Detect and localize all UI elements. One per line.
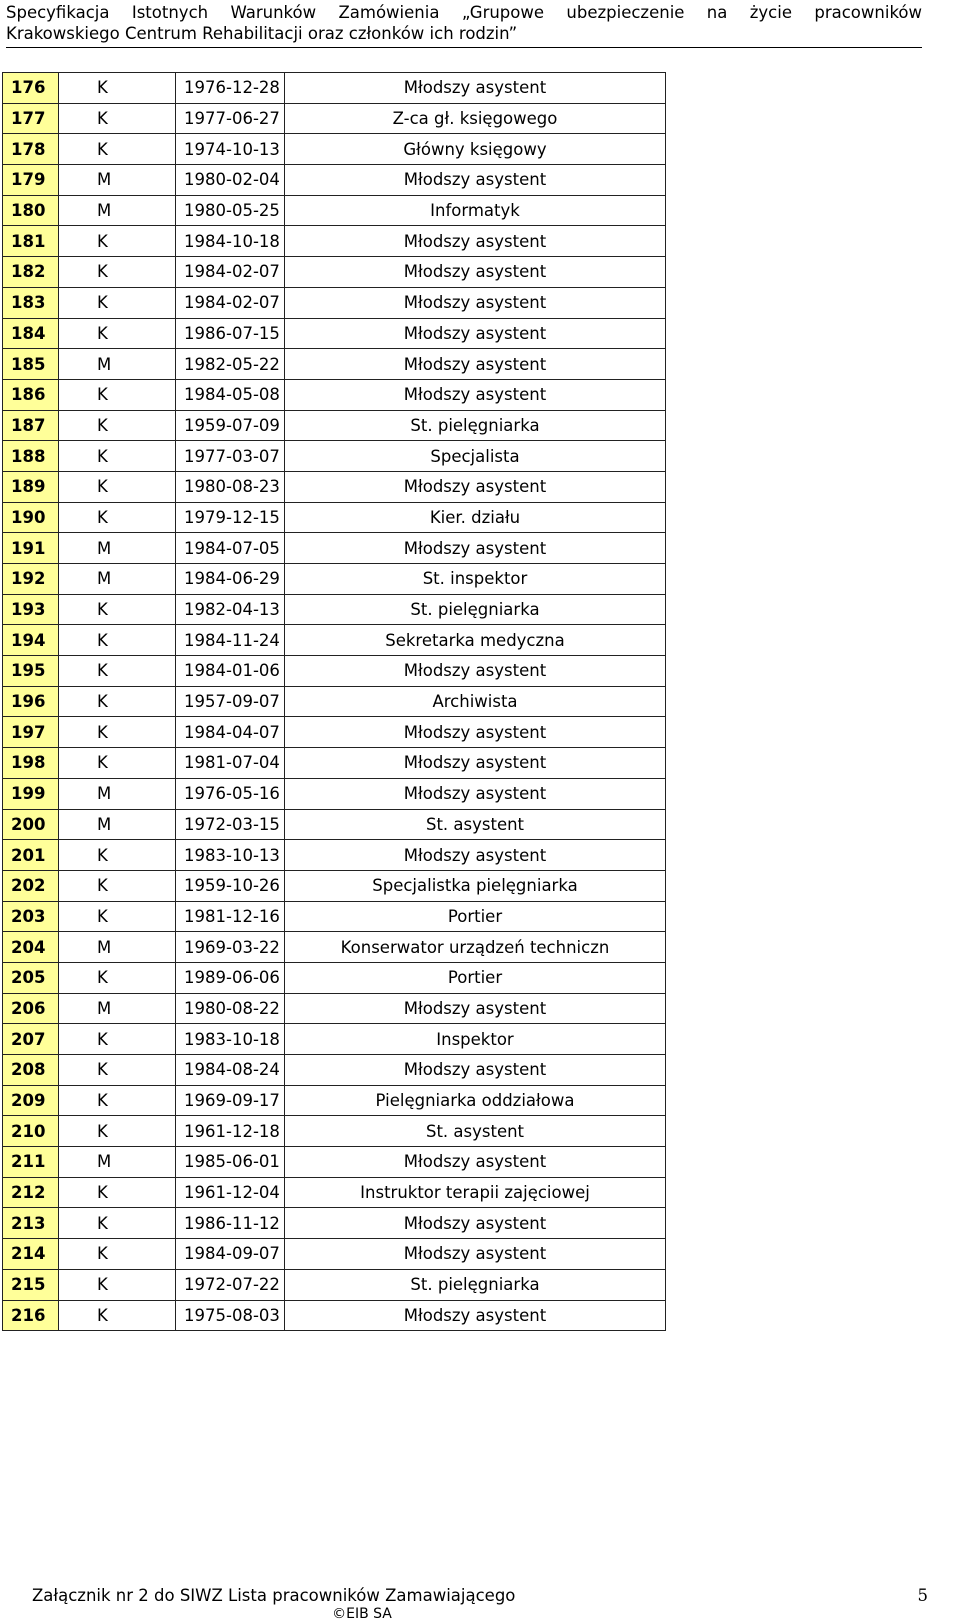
table-row	[3, 932, 666, 963]
row-sex: K	[59, 502, 176, 533]
row-sex: K	[59, 1024, 176, 1055]
row-number: 180	[3, 195, 59, 226]
row-number: 189	[3, 471, 59, 502]
row-sex: M	[59, 932, 176, 963]
row-birth-date: 1983-10-18	[176, 1024, 285, 1055]
row-number: 195	[3, 656, 59, 687]
row-sex: K	[59, 471, 176, 502]
row-birth-date: 1986-07-15	[176, 318, 285, 349]
row-position: Młodszy asystent	[285, 165, 666, 196]
row-number: 181	[3, 226, 59, 257]
row-birth-date: 1957-09-07	[176, 686, 285, 717]
row-position: Instruktor terapii zajęciowej	[285, 1177, 666, 1208]
table-row	[3, 625, 666, 656]
row-number: 198	[3, 748, 59, 779]
employee-table-body	[3, 73, 666, 1331]
row-number: 201	[3, 840, 59, 871]
row-birth-date: 1986-11-12	[176, 1208, 285, 1239]
row-birth-date: 1959-07-09	[176, 410, 285, 441]
table-row	[3, 502, 666, 533]
table-row	[3, 379, 666, 410]
row-sex: K	[59, 73, 176, 104]
row-number: 193	[3, 594, 59, 625]
row-number: 190	[3, 502, 59, 533]
row-birth-date: 1972-03-15	[176, 809, 285, 840]
table-row	[3, 993, 666, 1024]
row-position: Archiwista	[285, 686, 666, 717]
row-sex: K	[59, 962, 176, 993]
row-number: 185	[3, 349, 59, 380]
row-birth-date: 1977-03-07	[176, 441, 285, 472]
row-birth-date: 1983-10-13	[176, 840, 285, 871]
row-position: Młodszy asystent	[285, 73, 666, 104]
row-sex: M	[59, 195, 176, 226]
row-position: Główny księgowy	[285, 134, 666, 165]
row-number: 203	[3, 901, 59, 932]
row-position: Portier	[285, 901, 666, 932]
row-sex: K	[59, 379, 176, 410]
row-sex: K	[59, 901, 176, 932]
table-row	[3, 1024, 666, 1055]
employee-table	[2, 72, 666, 1331]
row-number: 215	[3, 1269, 59, 1300]
row-sex: K	[59, 1055, 176, 1086]
table-row	[3, 870, 666, 901]
table-row	[3, 195, 666, 226]
footer-text: Załącznik nr 2 do SIWZ Lista pracowników Zamawiającego	[32, 1586, 516, 1605]
row-birth-date: 1959-10-26	[176, 870, 285, 901]
row-position: Młodszy asystent	[285, 226, 666, 257]
row-sex: M	[59, 165, 176, 196]
table-row	[3, 471, 666, 502]
table-row	[3, 441, 666, 472]
row-birth-date: 1984-02-07	[176, 287, 285, 318]
row-birth-date: 1985-06-01	[176, 1147, 285, 1178]
row-birth-date: 1982-04-13	[176, 594, 285, 625]
row-number: 192	[3, 564, 59, 595]
footer-copyright: ©EIB SA	[332, 1606, 392, 1622]
row-number: 197	[3, 717, 59, 748]
table-row	[3, 840, 666, 871]
row-position: St. pielęgniarka	[285, 594, 666, 625]
row-sex: M	[59, 533, 176, 564]
row-number: 213	[3, 1208, 59, 1239]
row-birth-date: 1984-06-29	[176, 564, 285, 595]
row-position: Młodszy asystent	[285, 257, 666, 288]
row-position: St. inspektor	[285, 564, 666, 595]
row-number: 177	[3, 103, 59, 134]
table-row	[3, 1177, 666, 1208]
row-number: 214	[3, 1239, 59, 1270]
row-birth-date: 1969-03-22	[176, 932, 285, 963]
row-birth-date: 1984-09-07	[176, 1239, 285, 1270]
row-birth-date: 1984-01-06	[176, 656, 285, 687]
table-row	[3, 287, 666, 318]
row-sex: M	[59, 564, 176, 595]
row-sex: M	[59, 349, 176, 380]
row-position: Młodszy asystent	[285, 349, 666, 380]
table-row	[3, 1208, 666, 1239]
row-number: 191	[3, 533, 59, 564]
row-number: 194	[3, 625, 59, 656]
row-number: 202	[3, 870, 59, 901]
row-position: Młodszy asystent	[285, 287, 666, 318]
row-number: 184	[3, 318, 59, 349]
row-position: Młodszy asystent	[285, 717, 666, 748]
row-birth-date: 1975-08-03	[176, 1300, 285, 1331]
row-sex: K	[59, 318, 176, 349]
page-footer	[32, 1586, 928, 1622]
row-sex: K	[59, 1239, 176, 1270]
row-birth-date: 1984-07-05	[176, 533, 285, 564]
table-row	[3, 594, 666, 625]
row-number: 209	[3, 1085, 59, 1116]
row-position: Młodszy asystent	[285, 778, 666, 809]
row-number: 182	[3, 257, 59, 288]
row-sex: K	[59, 1208, 176, 1239]
table-row	[3, 1147, 666, 1178]
row-position: Z-ca gł. księgowego	[285, 103, 666, 134]
row-birth-date: 1961-12-18	[176, 1116, 285, 1147]
row-number: 186	[3, 379, 59, 410]
row-birth-date: 1980-02-04	[176, 165, 285, 196]
row-position: Młodszy asystent	[285, 471, 666, 502]
row-position: Konserwator urządzeń techniczn	[285, 932, 666, 963]
table-row	[3, 686, 666, 717]
table-row	[3, 257, 666, 288]
row-sex: K	[59, 717, 176, 748]
row-number: 187	[3, 410, 59, 441]
table-row	[3, 226, 666, 257]
row-sex: K	[59, 840, 176, 871]
row-position: Portier	[285, 962, 666, 993]
row-sex: K	[59, 686, 176, 717]
row-sex: K	[59, 287, 176, 318]
row-sex: K	[59, 441, 176, 472]
row-birth-date: 1972-07-22	[176, 1269, 285, 1300]
row-number: 206	[3, 993, 59, 1024]
row-position: Młodszy asystent	[285, 748, 666, 779]
table-row	[3, 717, 666, 748]
table-row	[3, 103, 666, 134]
row-number: 179	[3, 165, 59, 196]
row-sex: M	[59, 1147, 176, 1178]
table-row	[3, 1300, 666, 1331]
row-sex: M	[59, 778, 176, 809]
row-position: Sekretarka medyczna	[285, 625, 666, 656]
row-number: 178	[3, 134, 59, 165]
row-number: 204	[3, 932, 59, 963]
row-birth-date: 1982-05-22	[176, 349, 285, 380]
row-sex: M	[59, 809, 176, 840]
row-number: 211	[3, 1147, 59, 1178]
table-row	[3, 962, 666, 993]
row-birth-date: 1984-04-07	[176, 717, 285, 748]
row-position: Młodszy asystent	[285, 1055, 666, 1086]
table-row	[3, 656, 666, 687]
row-position: Młodszy asystent	[285, 1239, 666, 1270]
row-position: Pielęgniarka oddziałowa	[285, 1085, 666, 1116]
page-header	[6, 2, 922, 48]
row-birth-date: 1981-07-04	[176, 748, 285, 779]
row-position: Specjalista	[285, 441, 666, 472]
table-row	[3, 533, 666, 564]
row-position: Młodszy asystent	[285, 993, 666, 1024]
row-number: 196	[3, 686, 59, 717]
row-position: Kier. działu	[285, 502, 666, 533]
row-position: Młodszy asystent	[285, 379, 666, 410]
row-birth-date: 1969-09-17	[176, 1085, 285, 1116]
row-position: Młodszy asystent	[285, 656, 666, 687]
row-birth-date: 1961-12-04	[176, 1177, 285, 1208]
row-sex: K	[59, 656, 176, 687]
table-row	[3, 349, 666, 380]
row-position: St. pielęgniarka	[285, 410, 666, 441]
table-row	[3, 1085, 666, 1116]
row-birth-date: 1984-11-24	[176, 625, 285, 656]
row-position: Młodszy asystent	[285, 1147, 666, 1178]
row-number: 176	[3, 73, 59, 104]
row-birth-date: 1976-12-28	[176, 73, 285, 104]
row-sex: K	[59, 410, 176, 441]
row-birth-date: 1980-05-25	[176, 195, 285, 226]
row-position: Młodszy asystent	[285, 1208, 666, 1239]
row-position: St. asystent	[285, 1116, 666, 1147]
row-position: Młodszy asystent	[285, 840, 666, 871]
row-sex: K	[59, 226, 176, 257]
row-position: St. pielęgniarka	[285, 1269, 666, 1300]
table-row	[3, 1269, 666, 1300]
row-number: 207	[3, 1024, 59, 1055]
row-sex: K	[59, 1269, 176, 1300]
row-birth-date: 1984-08-24	[176, 1055, 285, 1086]
table-row	[3, 410, 666, 441]
row-sex: K	[59, 1116, 176, 1147]
table-row	[3, 778, 666, 809]
header-title-line-1: Specyfikacja Istotnych Warunków Zamówienia „Grupowe ubezpieczenie na życie pracowników	[6, 3, 922, 22]
row-birth-date: 1976-05-16	[176, 778, 285, 809]
table-row	[3, 1239, 666, 1270]
table-row	[3, 73, 666, 104]
table-row	[3, 1116, 666, 1147]
row-birth-date: 1989-06-06	[176, 962, 285, 993]
row-sex: K	[59, 748, 176, 779]
table-row	[3, 165, 666, 196]
table-row	[3, 564, 666, 595]
row-sex: K	[59, 594, 176, 625]
row-birth-date: 1974-10-13	[176, 134, 285, 165]
row-position: Młodszy asystent	[285, 318, 666, 349]
row-position: Specjalistka pielęgniarka	[285, 870, 666, 901]
row-position: Młodszy asystent	[285, 533, 666, 564]
row-birth-date: 1984-10-18	[176, 226, 285, 257]
row-number: 212	[3, 1177, 59, 1208]
row-number: 188	[3, 441, 59, 472]
row-sex: K	[59, 1177, 176, 1208]
row-birth-date: 1979-12-15	[176, 502, 285, 533]
table-row	[3, 318, 666, 349]
page-number: 5	[917, 1586, 928, 1605]
row-position: Inspektor	[285, 1024, 666, 1055]
table-row	[3, 134, 666, 165]
row-birth-date: 1980-08-22	[176, 993, 285, 1024]
row-sex: K	[59, 103, 176, 134]
row-sex: K	[59, 1300, 176, 1331]
row-sex: K	[59, 134, 176, 165]
row-birth-date: 1981-12-16	[176, 901, 285, 932]
row-birth-date: 1984-02-07	[176, 257, 285, 288]
row-number: 200	[3, 809, 59, 840]
row-sex: K	[59, 1085, 176, 1116]
table-row	[3, 748, 666, 779]
row-sex: K	[59, 257, 176, 288]
row-position: Młodszy asystent	[285, 1300, 666, 1331]
row-number: 210	[3, 1116, 59, 1147]
row-birth-date: 1977-06-27	[176, 103, 285, 134]
row-sex: K	[59, 625, 176, 656]
table-row	[3, 1055, 666, 1086]
row-number: 199	[3, 778, 59, 809]
row-position: Informatyk	[285, 195, 666, 226]
row-number: 208	[3, 1055, 59, 1086]
row-birth-date: 1984-05-08	[176, 379, 285, 410]
row-number: 205	[3, 962, 59, 993]
row-birth-date: 1980-08-23	[176, 471, 285, 502]
row-sex: M	[59, 993, 176, 1024]
table-row	[3, 901, 666, 932]
header-title-line-2: Krakowskiego Centrum Rehabilitacji oraz członków ich rodzin”	[6, 24, 518, 43]
row-number: 183	[3, 287, 59, 318]
row-sex: K	[59, 870, 176, 901]
row-number: 216	[3, 1300, 59, 1331]
row-position: St. asystent	[285, 809, 666, 840]
table-row	[3, 809, 666, 840]
